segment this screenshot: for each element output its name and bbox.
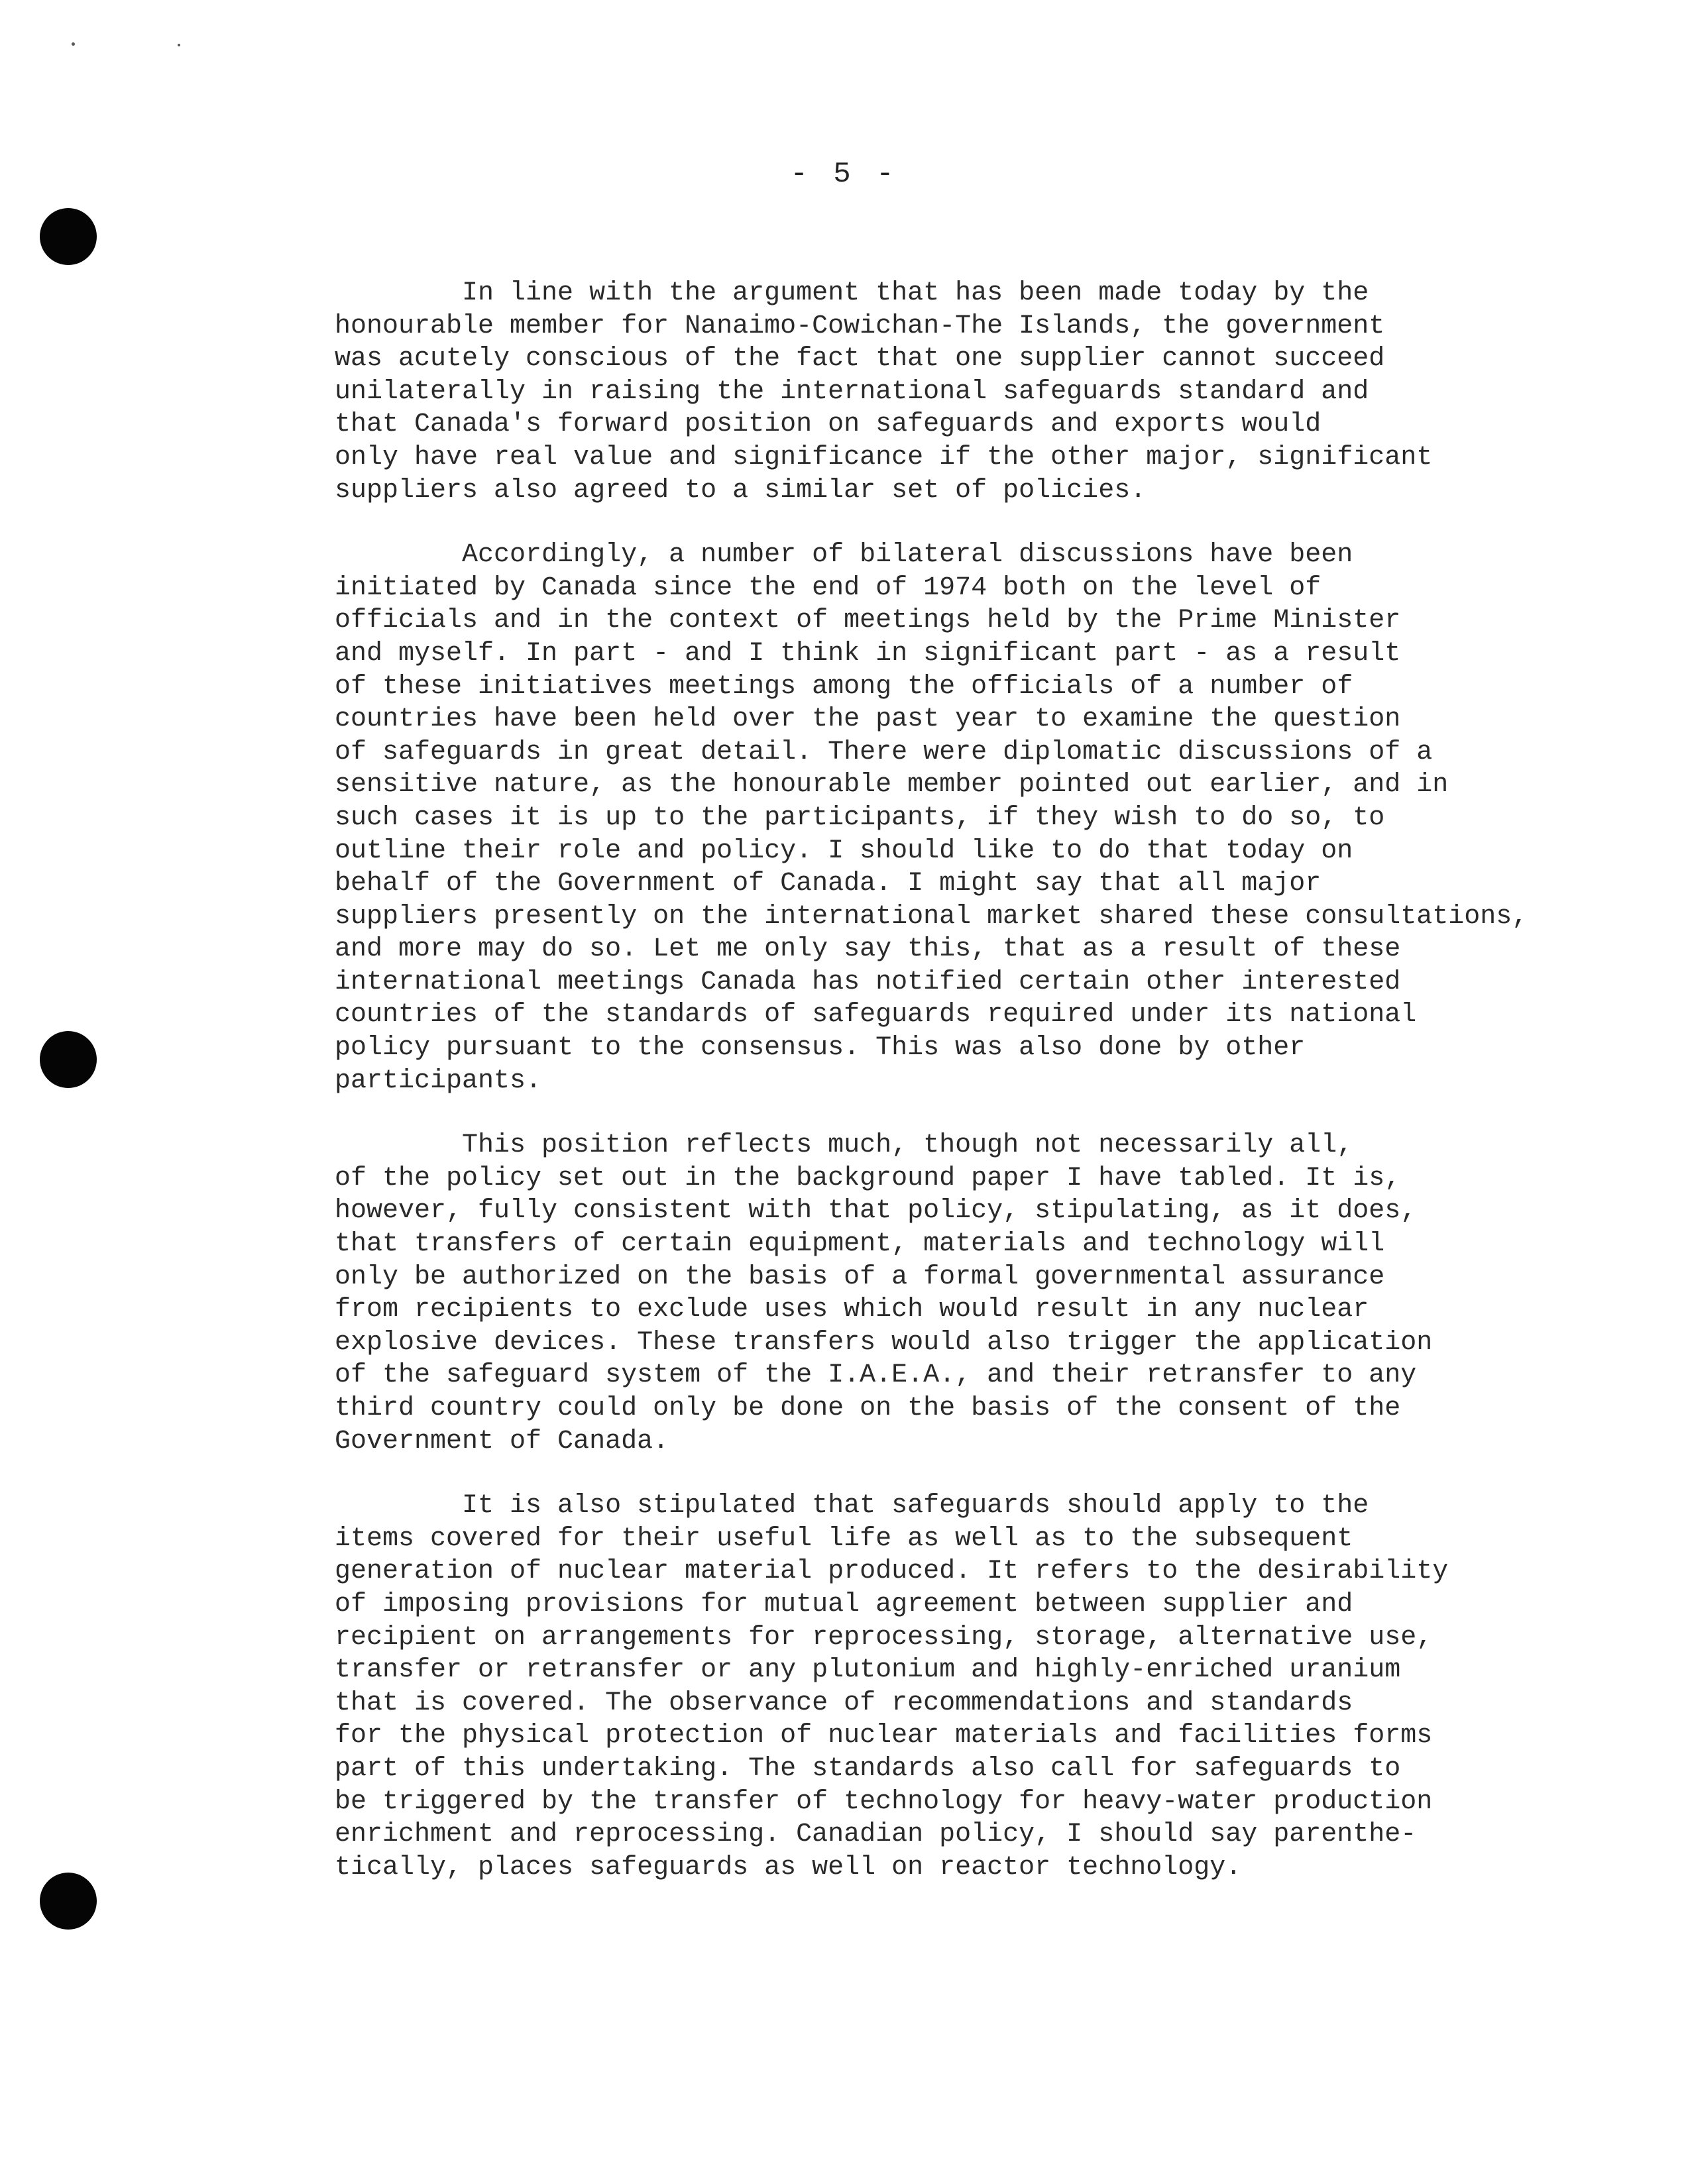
text-line: officials and in the context of meetings held by the Prime Minister bbox=[335, 606, 1401, 636]
text-line: honourable member for Nanaimo-Cowichan-The Islands, the government bbox=[335, 311, 1385, 341]
text-line: only have real value and significance if the other major, significant bbox=[335, 442, 1433, 472]
text-line: of the policy set out in the background paper I have tabled. It is, bbox=[335, 1163, 1401, 1193]
text-line: suppliers also agreed to a similar set of policies. bbox=[335, 475, 1147, 506]
text-line: however, fully consistent with that policy, stipulating, as it does, bbox=[335, 1196, 1417, 1227]
text-line: Accordingly, a number of bilateral discussions have been bbox=[335, 540, 1353, 571]
text-line: It is also stipulated that safeguards should apply to the bbox=[335, 1491, 1369, 1521]
text-line: for the physical protection of nuclear materials and facilities forms bbox=[335, 1721, 1433, 1751]
text-line: countries have been held over the past year to examine the question bbox=[335, 704, 1401, 735]
text-line: recipient on arrangements for reprocessing, storage, alternative use, bbox=[335, 1622, 1433, 1653]
text-line: outline their role and policy. I should like to do that today on bbox=[335, 836, 1353, 866]
text-line: from recipients to exclude uses which would result in any nuclear bbox=[335, 1295, 1369, 1325]
text-line: be triggered by the transfer of technology for heavy-water production bbox=[335, 1786, 1433, 1817]
text-line: suppliers presently on the international market shared these consultations, bbox=[335, 901, 1528, 932]
text-line: behalf of the Government of Canada. I might say that all major bbox=[335, 869, 1322, 899]
text-line: policy pursuant to the consensus. This was also done by other bbox=[335, 1033, 1306, 1064]
text-line: of these initiatives meetings among the officials of a number of bbox=[335, 671, 1353, 702]
text-line: of the safeguard system of the I.A.E.A., and their retransfer to any bbox=[335, 1360, 1417, 1391]
punch-hole-top bbox=[40, 208, 97, 265]
text-line: part of this undertaking. The standards also call for safeguards to bbox=[335, 1753, 1401, 1784]
scan-speck bbox=[178, 44, 180, 46]
punch-hole-middle bbox=[40, 1031, 97, 1088]
text-line: third country could only be done on the basis of the consent of the bbox=[335, 1393, 1401, 1423]
text-line: such cases it is up to the participants, if they wish to do so, to bbox=[335, 802, 1385, 833]
text-line: countries of the standards of safeguards required under its national bbox=[335, 1000, 1417, 1030]
punch-hole-bottom bbox=[40, 1873, 97, 1930]
text-line: In line with the argument that has been made today by the bbox=[335, 278, 1369, 308]
document-body bbox=[335, 277, 1627, 1916]
text-line: of imposing provisions for mutual agreement between supplier and bbox=[335, 1589, 1353, 1619]
text-line: transfer or retransfer or any plutonium and highly-enriched uranium bbox=[335, 1655, 1401, 1686]
scan-speck bbox=[72, 42, 75, 46]
text-line: only be authorized on the basis of a formal governmental assurance bbox=[335, 1262, 1385, 1292]
text-line: This position reflects much, though not necessarily all, bbox=[335, 1130, 1353, 1161]
text-line: unilaterally in raising the international safeguards standard and bbox=[335, 376, 1369, 407]
paragraph-1 bbox=[335, 277, 1627, 507]
text-line: tically, places safeguards as well on reactor technology. bbox=[335, 1852, 1242, 1883]
text-line: and more may do so. Let me only say this, that as a result of these bbox=[335, 934, 1401, 965]
text-line: participants. bbox=[335, 1065, 542, 1096]
text-line: that is covered. The observance of recommendations and standards bbox=[335, 1688, 1353, 1718]
paragraph-3 bbox=[335, 1129, 1627, 1458]
text-line: explosive devices. These transfers would also trigger the application bbox=[335, 1327, 1433, 1358]
text-line: sensitive nature, as the honourable member pointed out earlier, and in bbox=[335, 770, 1449, 800]
text-line: that transfers of certain equipment, materials and technology will bbox=[335, 1229, 1385, 1260]
text-line: items covered for their useful life as well as to the subsequent bbox=[335, 1523, 1353, 1554]
text-line: Government of Canada. bbox=[335, 1426, 669, 1456]
paragraph-2 bbox=[335, 539, 1627, 1097]
text-line: enrichment and reprocessing. Canadian policy, I should say parenthe- bbox=[335, 1820, 1417, 1850]
text-line: international meetings Canada has notified certain other interested bbox=[335, 967, 1401, 997]
text-line: that Canada's forward position on safeguards and exports would bbox=[335, 410, 1322, 440]
text-line: generation of nuclear material produced. It refers to the desirability bbox=[335, 1556, 1449, 1587]
text-line: and myself. In part - and I think in significant part - as a result bbox=[335, 638, 1401, 669]
text-line: of safeguards in great detail. There were diplomatic discussions of a bbox=[335, 737, 1433, 767]
text-line: was acutely conscious of the fact that one supplier cannot succeed bbox=[335, 344, 1385, 374]
page-number: - 5 - bbox=[790, 158, 898, 191]
paragraph-4 bbox=[335, 1490, 1627, 1884]
text-line: initiated by Canada since the end of 1974 both on the level of bbox=[335, 573, 1322, 603]
